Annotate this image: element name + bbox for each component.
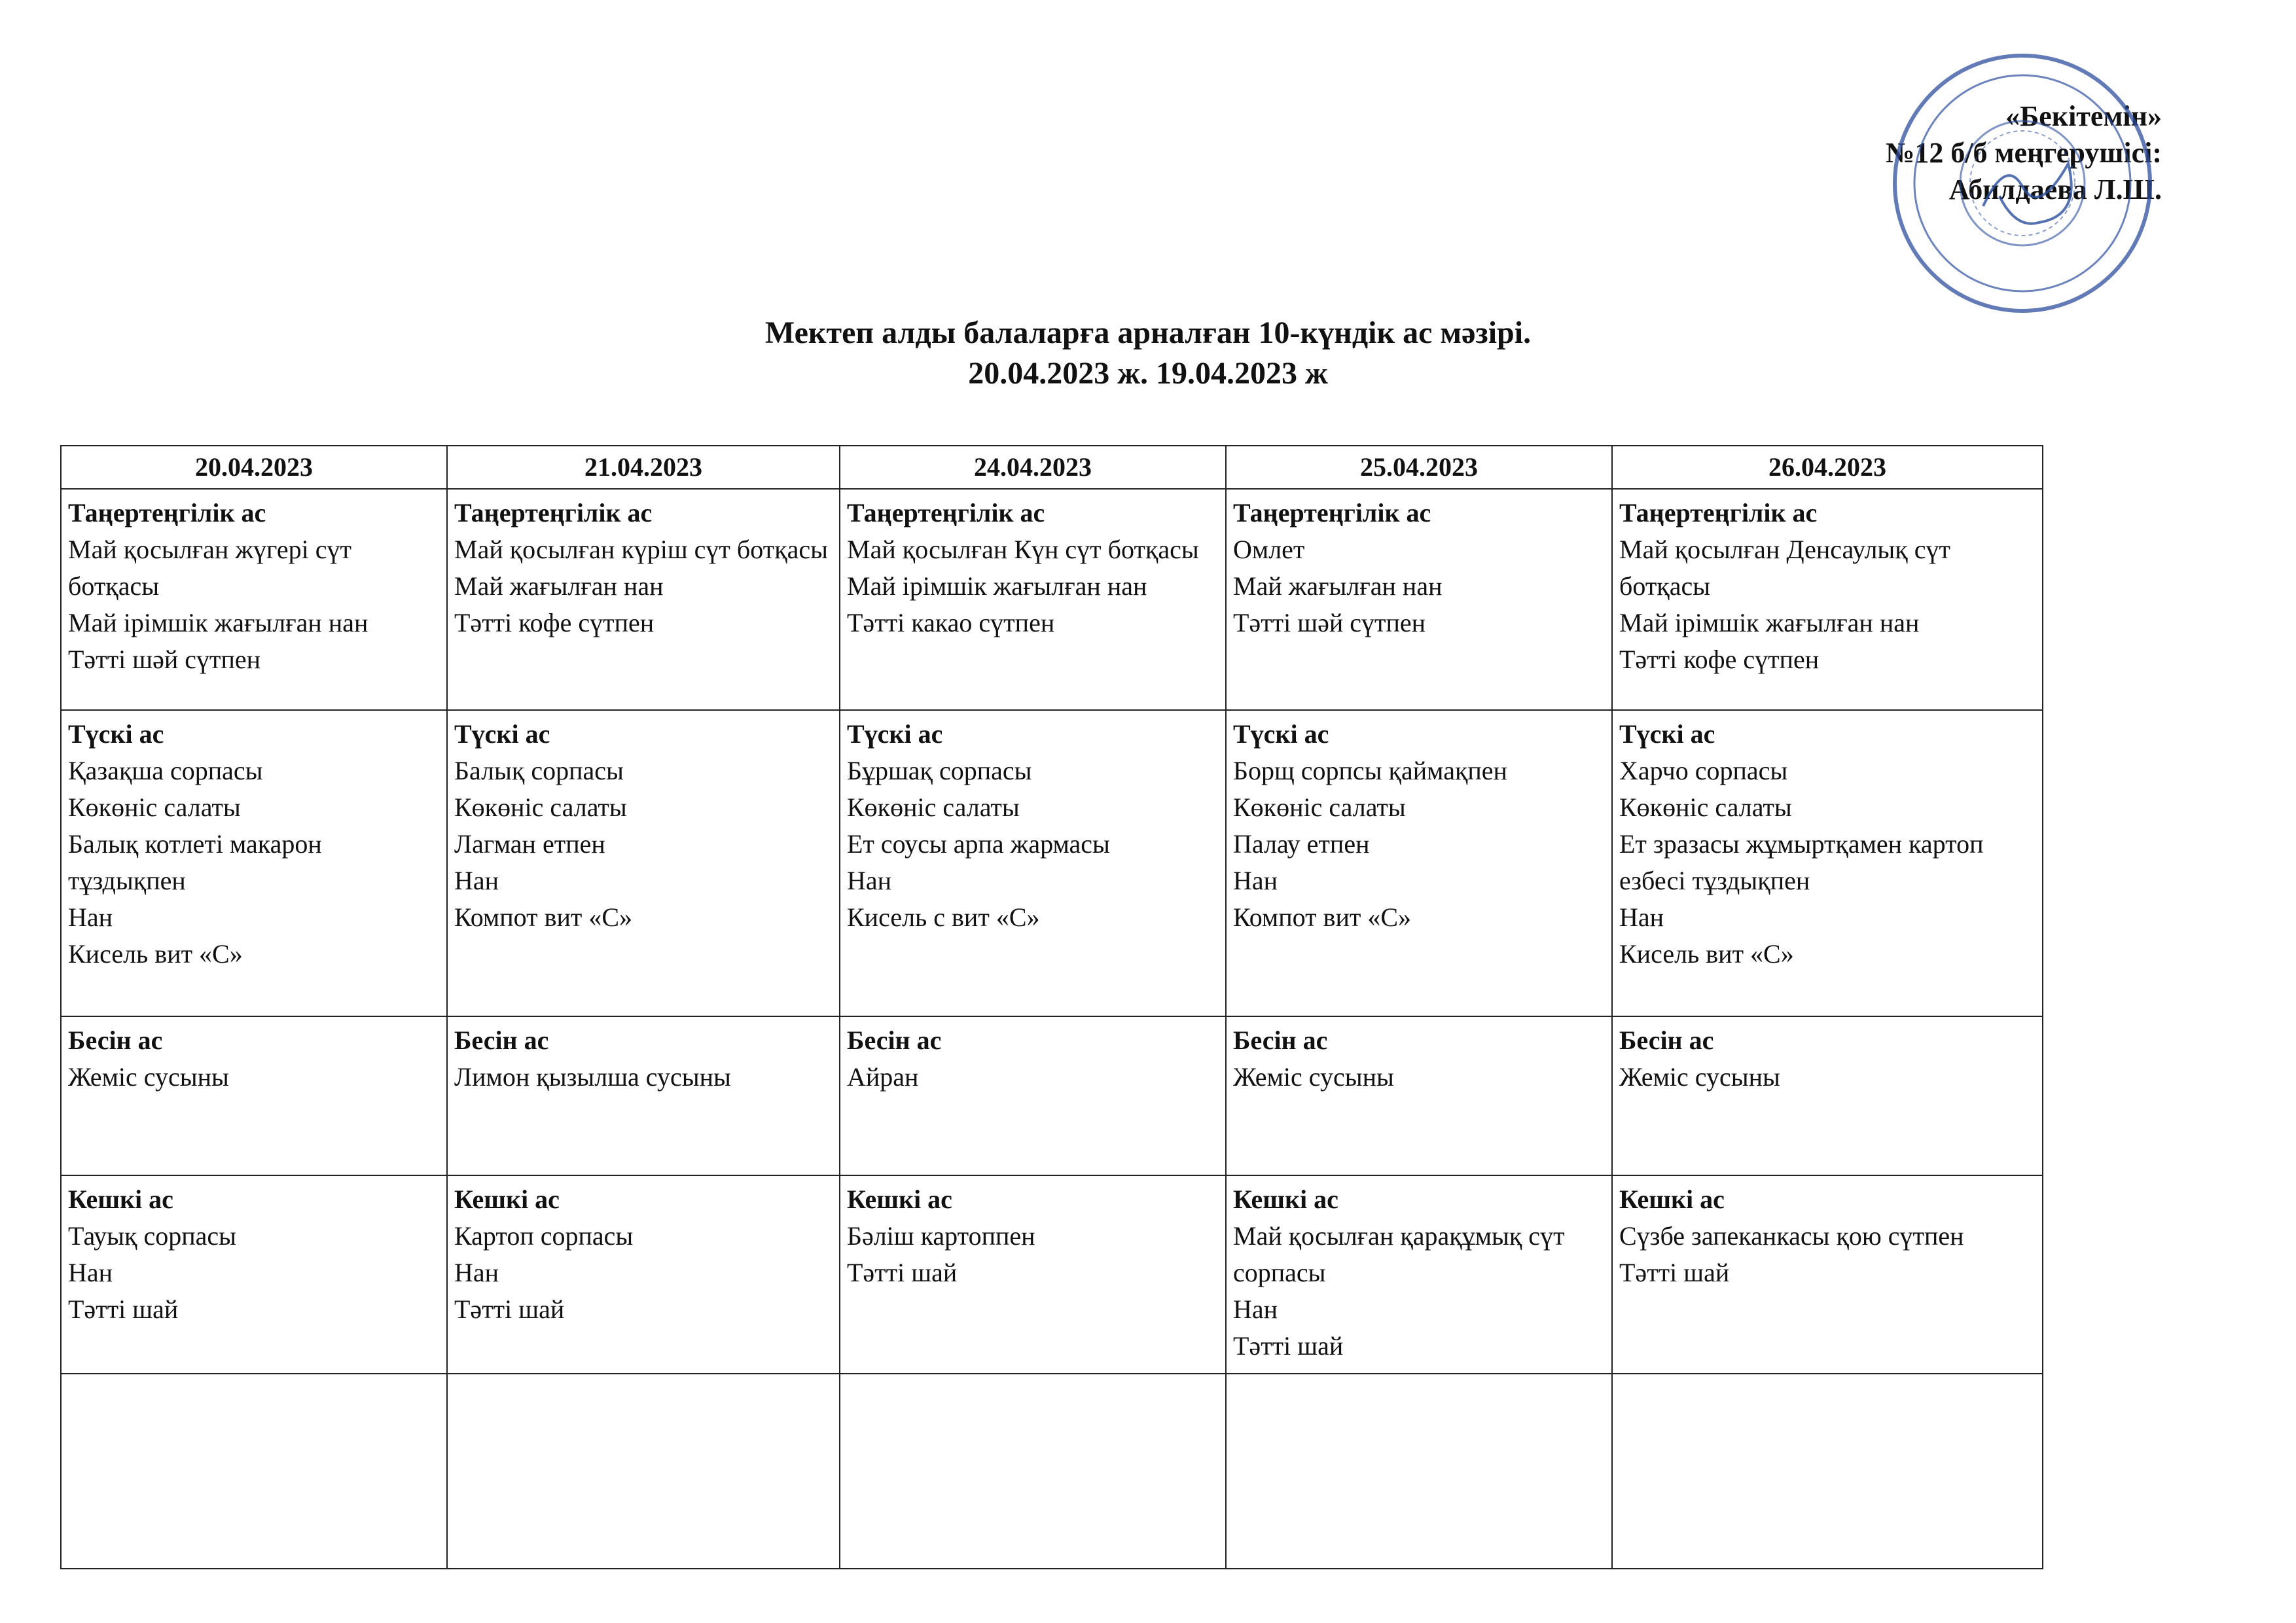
date-header: 25.04.2023 bbox=[1226, 446, 1612, 489]
dish-item: Тәтті шәй сүтпен bbox=[1233, 608, 1426, 637]
meal-title: Бесін ас bbox=[1233, 1026, 1328, 1055]
dish-item: Палау етпен bbox=[1233, 829, 1370, 859]
dish-item: Май жағылған нан bbox=[1233, 571, 1443, 601]
dish-item: Харчо сорпасы bbox=[1619, 756, 1788, 785]
meal-title: Бесін ас bbox=[847, 1026, 942, 1055]
approval-heading: «Бекітемін» bbox=[2005, 100, 2162, 132]
meal-title: Түскі ас bbox=[1619, 719, 1715, 749]
meal-title: Бесін ас bbox=[454, 1026, 549, 1055]
meal-title: Таңертеңгілік ас bbox=[1619, 498, 1818, 527]
dish-item: Тауық сорпасы bbox=[68, 1221, 237, 1251]
dish-item: Айран bbox=[847, 1062, 919, 1092]
dish-item: Май ірімшік жағылған нан bbox=[68, 608, 368, 637]
menu-cell bbox=[1226, 710, 1612, 1016]
empty-cell bbox=[1226, 1374, 1612, 1569]
dish-item: Нан bbox=[68, 902, 113, 932]
dish-item: Кисель с вит «С» bbox=[847, 902, 1040, 932]
menu-cell bbox=[447, 1016, 840, 1175]
dish-item: Тәтті кофе сүтпен bbox=[1619, 645, 1820, 674]
meal-title: Түскі ас bbox=[1233, 719, 1329, 749]
empty-cell bbox=[1612, 1374, 2043, 1569]
dish-item: Май қосылған жүгері сүт ботқасы bbox=[68, 535, 351, 601]
empty-row bbox=[61, 1374, 2043, 1569]
menu-cell bbox=[1226, 1016, 1612, 1175]
round-seal-icon bbox=[1885, 46, 2160, 324]
approver-name: Абилдаева Л.Ш. bbox=[1948, 173, 2162, 205]
meal-title: Кешкі ас bbox=[847, 1185, 952, 1214]
meal-title: Таңертеңгілік ас bbox=[454, 498, 653, 527]
meal-title: Кешкі ас bbox=[68, 1185, 173, 1214]
dish-item: Тәтті шай bbox=[847, 1258, 958, 1287]
menu-cell bbox=[1612, 489, 2043, 710]
dish-item: Май қосылған Күн сүт ботқасы bbox=[847, 535, 1199, 564]
dish-item: Сүзбе запеканкасы қою сүтпен bbox=[1619, 1221, 1964, 1251]
dish-item: Бәліш картоппен bbox=[847, 1221, 1035, 1251]
meal-title: Таңертеңгілік ас bbox=[1233, 498, 1431, 527]
dish-item: Көкөніс салаты bbox=[68, 793, 241, 822]
menu-cell bbox=[1612, 1016, 2043, 1175]
meal-title: Таңертеңгілік ас bbox=[847, 498, 1045, 527]
dish-item: Көкөніс салаты bbox=[454, 793, 627, 822]
dish-item: Май қосылған күріш сүт ботқасы bbox=[454, 535, 829, 564]
dish-item: Картоп сорпасы bbox=[454, 1221, 634, 1251]
dish-item: Балық котлеті макарон тұздықпен bbox=[68, 829, 322, 895]
menu-cell bbox=[447, 1175, 840, 1374]
empty-cell bbox=[61, 1374, 447, 1569]
meal-title: Түскі ас bbox=[454, 719, 550, 749]
dish-item: Жеміс сусыны bbox=[1619, 1062, 1780, 1092]
dish-item: Тәтті шай bbox=[68, 1294, 179, 1324]
dish-item: Нан bbox=[1619, 902, 1664, 932]
meal-title: Бесін ас bbox=[68, 1026, 163, 1055]
menu-cell bbox=[1226, 1175, 1612, 1374]
dish-item: Жеміс сусыны bbox=[68, 1062, 229, 1092]
breakfast-row bbox=[61, 489, 2043, 710]
meal-title: Кешкі ас bbox=[454, 1185, 560, 1214]
dish-item: Май жағылған нан bbox=[454, 571, 664, 601]
dish-item: Лагман етпен bbox=[454, 829, 605, 859]
lunch-row bbox=[61, 710, 2043, 1016]
dish-item: Тәтті шай bbox=[1619, 1258, 1730, 1287]
dish-item: Тәтті шай bbox=[1233, 1331, 1344, 1361]
snack-row bbox=[61, 1016, 2043, 1175]
dish-item: Тәтті какао сүтпен bbox=[847, 608, 1055, 637]
dish-item: Ет зразасы жұмыртқамен картоп езбесі тұздықпен bbox=[1619, 829, 1984, 895]
dish-item: Омлет bbox=[1233, 535, 1305, 564]
menu-cell bbox=[61, 710, 447, 1016]
approver-position: №12 б/б меңгерушісі: bbox=[1886, 137, 2162, 169]
dish-item: Нан bbox=[847, 866, 892, 895]
dish-item: Борщ сорпсы қаймақпен bbox=[1233, 756, 1507, 785]
dish-item: Нан bbox=[454, 1258, 499, 1287]
dish-item: Тәтті шай bbox=[454, 1294, 565, 1324]
dish-item: Май ірімшік жағылған нан bbox=[1619, 608, 1920, 637]
meal-title: Кешкі ас bbox=[1233, 1185, 1338, 1214]
menu-table bbox=[60, 445, 2043, 1569]
meal-title: Таңертеңгілік ас bbox=[68, 498, 266, 527]
date-header-row bbox=[61, 446, 2043, 489]
meal-title: Кешкі ас bbox=[1619, 1185, 1725, 1214]
empty-cell bbox=[447, 1374, 840, 1569]
dish-item: Май қосылған қарақұмық сүт сорпасы bbox=[1233, 1221, 1565, 1287]
meal-title: Бесін ас bbox=[1619, 1026, 1714, 1055]
dish-item: Май қосылған Денсаулық сүт ботқасы bbox=[1619, 535, 1950, 601]
title-line: Мектеп алды балаларға арналған 10-күндік ас мәзірі. bbox=[764, 315, 1532, 350]
dish-item: Жеміс сусыны bbox=[1233, 1062, 1394, 1092]
dish-item: Компот вит «С» bbox=[454, 902, 633, 932]
menu-cell bbox=[61, 489, 447, 710]
meal-title: Түскі ас bbox=[847, 719, 943, 749]
date-header: 21.04.2023 bbox=[447, 446, 840, 489]
dish-item: Нан bbox=[68, 1258, 113, 1287]
dish-item: Ет соусы арпа жармасы bbox=[847, 829, 1110, 859]
dish-item: Лимон қызылша сусыны bbox=[454, 1062, 731, 1092]
date-header: 20.04.2023 bbox=[61, 446, 447, 489]
date-header: 24.04.2023 bbox=[840, 446, 1226, 489]
dish-item: Кисель вит «С» bbox=[68, 939, 243, 969]
dish-item: Нан bbox=[1233, 866, 1278, 895]
title-dates: 20.04.2023 ж. 19.04.2023 ж bbox=[968, 356, 1328, 391]
dish-item: Май ірімшік жағылған нан bbox=[847, 571, 1147, 601]
dish-item: Көкөніс салаты bbox=[1233, 793, 1406, 822]
menu-cell bbox=[447, 710, 840, 1016]
dish-item: Нан bbox=[454, 866, 499, 895]
dish-item: Көкөніс салаты bbox=[1619, 793, 1792, 822]
date-header: 26.04.2023 bbox=[1612, 446, 2043, 489]
document-title bbox=[0, 313, 2296, 394]
menu-cell bbox=[61, 1016, 447, 1175]
dish-item: Бұршақ сорпасы bbox=[847, 756, 1032, 785]
dinner-row bbox=[61, 1175, 2043, 1374]
dish-item: Тәтті шәй сүтпен bbox=[68, 645, 261, 674]
dish-item: Қазақша сорпасы bbox=[68, 756, 263, 785]
menu-cell bbox=[840, 1175, 1226, 1374]
menu-cell bbox=[447, 489, 840, 710]
dish-item: Кисель вит «С» bbox=[1619, 939, 1794, 969]
dish-item: Нан bbox=[1233, 1294, 1278, 1324]
menu-cell bbox=[1226, 489, 1612, 710]
menu-cell bbox=[840, 1016, 1226, 1175]
meal-title: Түскі ас bbox=[68, 719, 164, 749]
menu-cell bbox=[840, 710, 1226, 1016]
menu-cell bbox=[840, 489, 1226, 710]
dish-item: Тәтті кофе сүтпен bbox=[454, 608, 655, 637]
dish-item: Компот вит «С» bbox=[1233, 902, 1412, 932]
menu-cell bbox=[1612, 710, 2043, 1016]
dish-item: Көкөніс салаты bbox=[847, 793, 1020, 822]
empty-cell bbox=[840, 1374, 1226, 1569]
menu-cell bbox=[1612, 1175, 2043, 1374]
dish-item: Балық сорпасы bbox=[454, 756, 624, 785]
menu-cell bbox=[61, 1175, 447, 1374]
